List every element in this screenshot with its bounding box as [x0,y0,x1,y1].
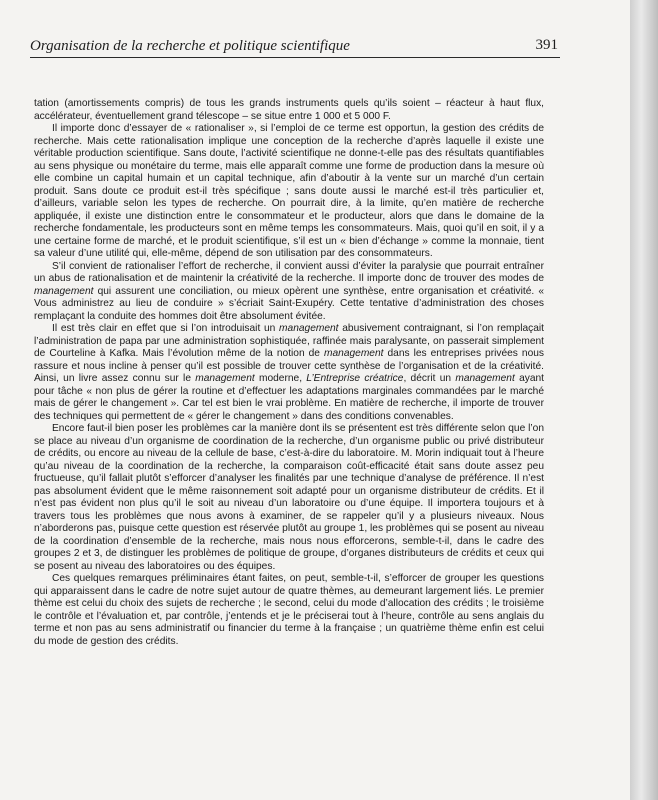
italic-term: management [195,373,255,384]
text-run: ayant pour tâche « non plus de gérer la routine et d’effectuer les adaptations marginales commandées par le marché mais de gérer le changement ». Car tel est bien le vrai problème. En matière de recherche, il importe de trouver des techniques qui permettent de « gérer le changement » dans des conditions convenables. [34,373,544,422]
page-edge [630,0,658,800]
italic-term: management [279,323,339,334]
italic-term: management [324,348,384,359]
text-run: , décrit un [403,373,456,384]
text-run: dans les entreprises privées nous rassure et nous incline à penser qu’il est possible de trouver cette synthèse de l’organisation et de la créativité. Ainsi, un livre assez connu sur le [34,348,545,384]
italic-term: L’Entreprise créatrice [306,373,404,384]
text-run: moderne, [254,373,307,384]
header-rule [30,57,560,58]
paragraph [34,123,544,261]
text-run: Il est très clair en effet que si l’on introduisait un [52,323,280,334]
page-number: 391 [535,37,558,53]
text-run: qui assurent une conciliation, ou mieux opèrent une synthèse, entre organisation et créativité. « Vous administrez au lieu de conduire » s’écriait Saint-Exupéry. Cette tentative d’administration des choses remplaçant la conduite des hommes doit être absolument évitée. [34,285,544,322]
text-run: Encore faut-il bien poser les problèmes car la manière dont ils se présentent est très différente selon que l’on se place au niveau d’un organisme de coordination de la recherche, d’un organisme public ou privé distributeur de crédits, ou encore au niveau de la cellule de base, c’est-à-dire du laboratoire. M. Morin indiquait tout à l’heure qu’au niveau de la coordination de la recherche, la comparaison coût-efficacité était sans doute assez peu fructueuse, qu’il fallait plutôt s’efforcer d’analyser les finalités par une technique d’analyse de préférence. Il n’est pas absolument évident que le même raisonnement soit adapté pour un organisme distributeur de crédits. Et il n’est pas évident non plus qu’il le soit au niveau d’un laboratoire ou d’une équipe. Il importera toujours et à travers tous les problèmes que nous avons à examiner, de se rappeler qu’il y a plusieurs niveaux. Nous n’aborderons pas, puisque cette question est réservée plutôt au groupe 1, les problèmes qui se posent au niveau de la coordination d’ensemble de la recherche, mais nous nous efforcerons, semble-t-il, dans le cadre des groupes 2 et 3, de distinguer les problèmes de politique de groupe, d’organes distributeurs de crédits et ceux qui se posent au niveau des laboratoires ou des équipes. [34,423,544,572]
paragraph [34,573,544,648]
text-run: tation (amortissements compris) de tous les grands instruments quels qu’ils soient – réacteur à haut flux, accélérateur, éventuellement grand télescope – se situe entre 1 000 et 5 000 F. [34,98,544,122]
text-run: Ces quelques remarques préliminaires étant faites, on peut, semble-t-il, s’efforcer de grouper les questions qui apparaissent dans le cadre de notre sujet autour de quatre thèmes, au demeurant largement liés. Le premier thème est celui du choix des sujets de recherche ; le second, celui du mode d’allocation des crédits ; le troisième le contrôle et l’évaluation et, par contrôle, j’entends et je le préciserai tout à l’heure, contrôle au sens anglais du terme et non pas au sens administratif ou financier du terme à la française ; un quatrième thème enfin est celui du mode de gestion des crédits. [34,573,544,647]
italic-term: management [455,373,515,384]
paragraph [34,261,544,324]
paragraph [34,423,544,573]
text-run: abusivement contraignant, si l’on remplaçait l’administration de papa par une administration sophistiquée, raffinée mais paralysante, on passerait simplement de Courteline à Kafka. Mais l’évolution même de la notion de [34,323,544,359]
italic-term: management [34,285,94,297]
running-title: Organisation de la recherche et politique scientifique [30,38,350,54]
text-run: S’il convient de rationaliser l’effort de recherche, il convient aussi d’éviter la paralysie que pourrait entraîner un abus de rationalisation et de maintenir la créativité de la recherche. Il importe donc de trouver des modes de [34,260,544,284]
paragraph [34,98,544,123]
page-header [30,34,558,56]
paragraph [34,323,544,423]
body-text [34,98,544,648]
text-run: Il importe donc d’essayer de « rationaliser », si l’emploi de ce terme est opportun, la gestion des crédits de recherche. Mais cette rationalisation implique une conception de la recherche d’après laquelle il existe une véritable production scientifique. Sans doute, l’activité scientifique ne donne-t-elle pas des résultats quantifiables au sens physique ou monétaire du terme, mais elle apparaît comme une forme de production dans la mesure où elle combine un capital humain et un capital technique, afin d’aboutir à la vente sur un marché d’un certain produit. Sans doute ce produit est-il très spécifique ; sans doute aussi le marché est-il très particulier et, d’ailleurs, variable selon les types de recherche. On pourrait dire, à la limite, qu’en matière de recherche appliquée, il existe une distinction entre le consommateur et le producteur, alors que dans le domaine de la recherche fondamentale, les producteurs sont en même temps les consommateurs. Mais, quoi qu’il en soit, il y a une certaine forme de marché, et le produit scientifique, s’il est un « bien d’échange » comme la monnaie, tient sa valeur d’une utilité qui, elle-même, dépend de son utilisation par des consommateurs. [34,123,544,259]
